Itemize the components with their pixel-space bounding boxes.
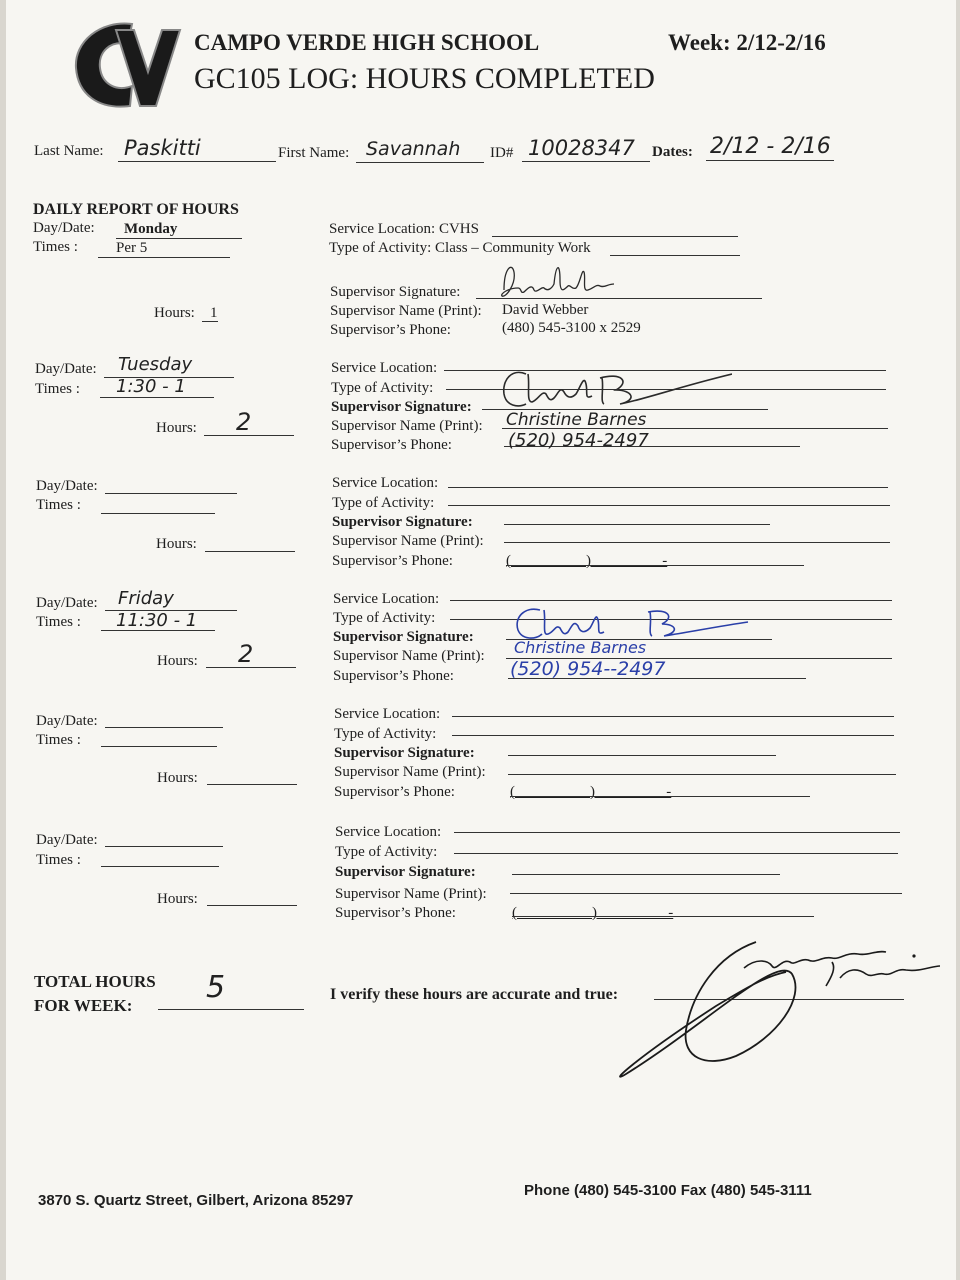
entry5-activity-line xyxy=(452,735,894,736)
entry5-hours-line xyxy=(207,784,297,785)
entry4-name-label: Supervisor Name (Print): xyxy=(333,648,485,664)
entry6-times-line xyxy=(101,866,219,867)
entry5-name-line xyxy=(508,774,896,775)
entry6-activity-line xyxy=(454,853,898,854)
entry3-day-label: Day/Date: xyxy=(36,478,98,494)
last-name-line xyxy=(118,161,276,162)
entry1-phone-label: Supervisor’s Phone: xyxy=(330,322,451,338)
entry5-signature-label: Supervisor Signature: xyxy=(334,745,475,761)
entry6-phone-blank[interactable]: ( ) - xyxy=(512,905,674,921)
entry4-location-label: Service Location: xyxy=(333,591,440,607)
entry3-times-line xyxy=(101,513,215,514)
entry1-activity-line xyxy=(610,255,740,256)
entry2-location-label: Service Location: xyxy=(331,360,438,376)
entry4-location-line xyxy=(450,600,892,601)
entry2-name-label: Supervisor Name (Print): xyxy=(331,418,483,434)
entry6-location-label: Service Location: xyxy=(335,824,442,840)
entry3-times-label: Times : xyxy=(36,497,81,513)
entry3-signature-line xyxy=(504,524,770,525)
entry2-name-value[interactable]: Christine Barnes xyxy=(506,410,647,430)
verify-label: I verify these hours are accurate and true: xyxy=(330,986,619,1003)
entry5-signature-line xyxy=(508,755,776,756)
signature-scrawl xyxy=(498,258,618,302)
total-hours-line xyxy=(158,1009,304,1010)
total-hours-label-2: FOR WEEK: xyxy=(34,996,133,1015)
entry5-times-line xyxy=(101,746,217,747)
entry5-phone-line xyxy=(510,796,810,797)
entry5-times-label: Times : xyxy=(36,732,81,748)
entry3-name-label: Supervisor Name (Print): xyxy=(332,533,484,549)
entry3-phone-blank[interactable]: ( ) - xyxy=(506,553,668,569)
id-line xyxy=(522,161,650,162)
entry6-hours-line xyxy=(207,905,297,906)
last-name-value[interactable]: Paskitti xyxy=(124,136,201,160)
entry3-location-label: Service Location: xyxy=(332,475,439,491)
entry2-signature-label: Supervisor Signature: xyxy=(331,399,472,415)
entry5-phone-label: Supervisor’s Phone: xyxy=(334,784,455,800)
entry1-location-label: Service Location: CVHS xyxy=(329,221,479,237)
id-label: ID# xyxy=(490,145,514,161)
entry1-phone-value[interactable]: (480) 545-3100 x 2529 xyxy=(502,320,641,336)
entry6-name-label: Supervisor Name (Print): xyxy=(335,886,487,902)
entry1-name-label: Supervisor Name (Print): xyxy=(330,303,482,319)
entry2-phone-label: Supervisor’s Phone: xyxy=(331,437,452,453)
entry4-activity-label: Type of Activity: xyxy=(333,610,436,626)
entry1-location-value[interactable]: CVHS xyxy=(438,221,479,237)
entry6-name-line xyxy=(510,893,902,894)
entry5-day-label: Day/Date: xyxy=(36,713,98,729)
entry1-name-value[interactable]: David Webber xyxy=(502,302,589,318)
id-value[interactable]: 10028347 xyxy=(528,136,635,160)
dates-value[interactable]: 2/12 - 2/16 xyxy=(710,134,831,159)
entry3-signature-label: Supervisor Signature: xyxy=(332,514,473,530)
entry6-phone-line xyxy=(512,916,814,917)
entry3-activity-line xyxy=(448,505,890,506)
entry3-phone-line xyxy=(506,565,804,566)
entry4-phone-value[interactable]: (520) 954--2497 xyxy=(510,658,666,680)
entry4-hours-value[interactable]: 2 xyxy=(238,640,254,668)
entry3-location-line xyxy=(448,487,888,488)
entry2-times-value[interactable]: 1:30 - 1 xyxy=(116,376,186,397)
entry4-hours-label: Hours: xyxy=(157,653,198,669)
entry5-phone-blank[interactable]: ( ) - xyxy=(510,784,672,800)
entry3-day-line xyxy=(105,493,237,494)
entry2-hours-label: Hours: xyxy=(156,420,197,436)
entry4-name-value[interactable]: Christine Barnes xyxy=(514,638,647,657)
entry6-times-label: Times : xyxy=(36,852,81,868)
entry6-activity-label: Type of Activity: xyxy=(335,844,438,860)
entry2-day-value[interactable]: Tuesday xyxy=(118,354,193,375)
entry3-hours-line xyxy=(205,551,295,552)
entry5-location-label: Service Location: xyxy=(334,706,441,722)
entry5-location-line xyxy=(452,716,894,717)
entry1-hours-value[interactable]: 1 xyxy=(210,305,218,321)
entry3-name-line xyxy=(504,542,890,543)
entry1-day-value[interactable]: Monday xyxy=(124,221,178,237)
last-name-label: Last Name: xyxy=(34,143,104,159)
entry1-supervisor-signature xyxy=(498,258,618,302)
form-page xyxy=(6,0,956,1280)
entry5-hours-label: Hours: xyxy=(157,770,198,786)
entry4-times-label: Times : xyxy=(36,614,81,630)
entry1-hours-line xyxy=(202,321,218,322)
entry6-phone-label: Supervisor’s Phone: xyxy=(335,905,456,921)
entry2-day-label: Day/Date: xyxy=(35,361,97,377)
entry6-day-line xyxy=(105,846,223,847)
signature-scrawl xyxy=(492,366,732,416)
week-label: Week: 2/12-2/16 xyxy=(668,30,826,55)
entry6-signature-line xyxy=(512,874,780,875)
entry2-phone-value[interactable]: (520) 954-2497 xyxy=(508,430,649,451)
entry5-name-label: Supervisor Name (Print): xyxy=(334,764,486,780)
entry5-activity-label: Type of Activity: xyxy=(334,726,437,742)
cv-logo-graphic xyxy=(70,14,182,110)
entry4-day-label: Day/Date: xyxy=(36,595,98,611)
footer-address: 3870 S. Quartz Street, Gilbert, Arizona 85297 xyxy=(38,1192,354,1209)
first-name-label: First Name: xyxy=(278,145,350,161)
entry1-location-line xyxy=(492,236,738,237)
entry6-location-line xyxy=(454,832,900,833)
entry3-hours-label: Hours: xyxy=(156,536,197,552)
signature-scrawl xyxy=(596,928,942,1088)
first-name-line xyxy=(356,162,484,163)
entry2-hours-value[interactable]: 2 xyxy=(236,408,252,436)
entry4-signature-label: Supervisor Signature: xyxy=(333,629,474,645)
entry2-times-line xyxy=(100,397,214,398)
entry1-times-label: Times : xyxy=(33,239,78,255)
entry2-supervisor-signature xyxy=(492,366,732,416)
entry6-day-label: Day/Date: xyxy=(36,832,98,848)
entry6-hours-label: Hours: xyxy=(157,891,198,907)
dates-line xyxy=(706,160,834,161)
entry1-activity-label: Type of Activity: Class – Community Work xyxy=(329,240,591,256)
entry1-day-line xyxy=(116,238,242,239)
entry2-times-label: Times : xyxy=(35,381,80,397)
entry1-hours-label: Hours: xyxy=(154,305,195,321)
school-name: CAMPO VERDE HIGH SCHOOL xyxy=(194,30,540,55)
total-hours-value[interactable]: 5 xyxy=(206,970,226,1005)
entry4-times-value[interactable]: 11:30 - 1 xyxy=(116,610,198,631)
entry3-phone-label: Supervisor’s Phone: xyxy=(332,553,453,569)
entry4-phone-label: Supervisor’s Phone: xyxy=(333,668,454,684)
entry3-activity-label: Type of Activity: xyxy=(332,495,435,511)
first-name-value[interactable]: Savannah xyxy=(366,138,461,160)
entry4-day-value[interactable]: Friday xyxy=(118,588,174,609)
total-hours-label-1: TOTAL HOURS xyxy=(34,972,156,991)
entry2-activity-label: Type of Activity: xyxy=(331,380,434,396)
entry6-signature-label: Supervisor Signature: xyxy=(335,864,476,880)
school-logo xyxy=(70,14,182,110)
entry1-signature-label: Supervisor Signature: xyxy=(330,284,461,300)
entry1-activity-value[interactable]: Class – Community Work xyxy=(435,240,591,256)
entry1-times-value[interactable]: Per 5 xyxy=(116,240,148,256)
dates-label: Dates: xyxy=(652,144,693,160)
entry1-times-line xyxy=(98,257,230,258)
entry5-day-line xyxy=(105,727,223,728)
section-title: DAILY REPORT OF HOURS xyxy=(33,201,239,218)
entry1-day-label: Day/Date: xyxy=(33,220,95,236)
student-signature xyxy=(596,928,942,1088)
log-title: GC105 LOG: HOURS COMPLETED xyxy=(194,62,655,95)
footer-phone-fax: Phone (480) 545-3100 Fax (480) 545-3111 xyxy=(524,1182,812,1199)
